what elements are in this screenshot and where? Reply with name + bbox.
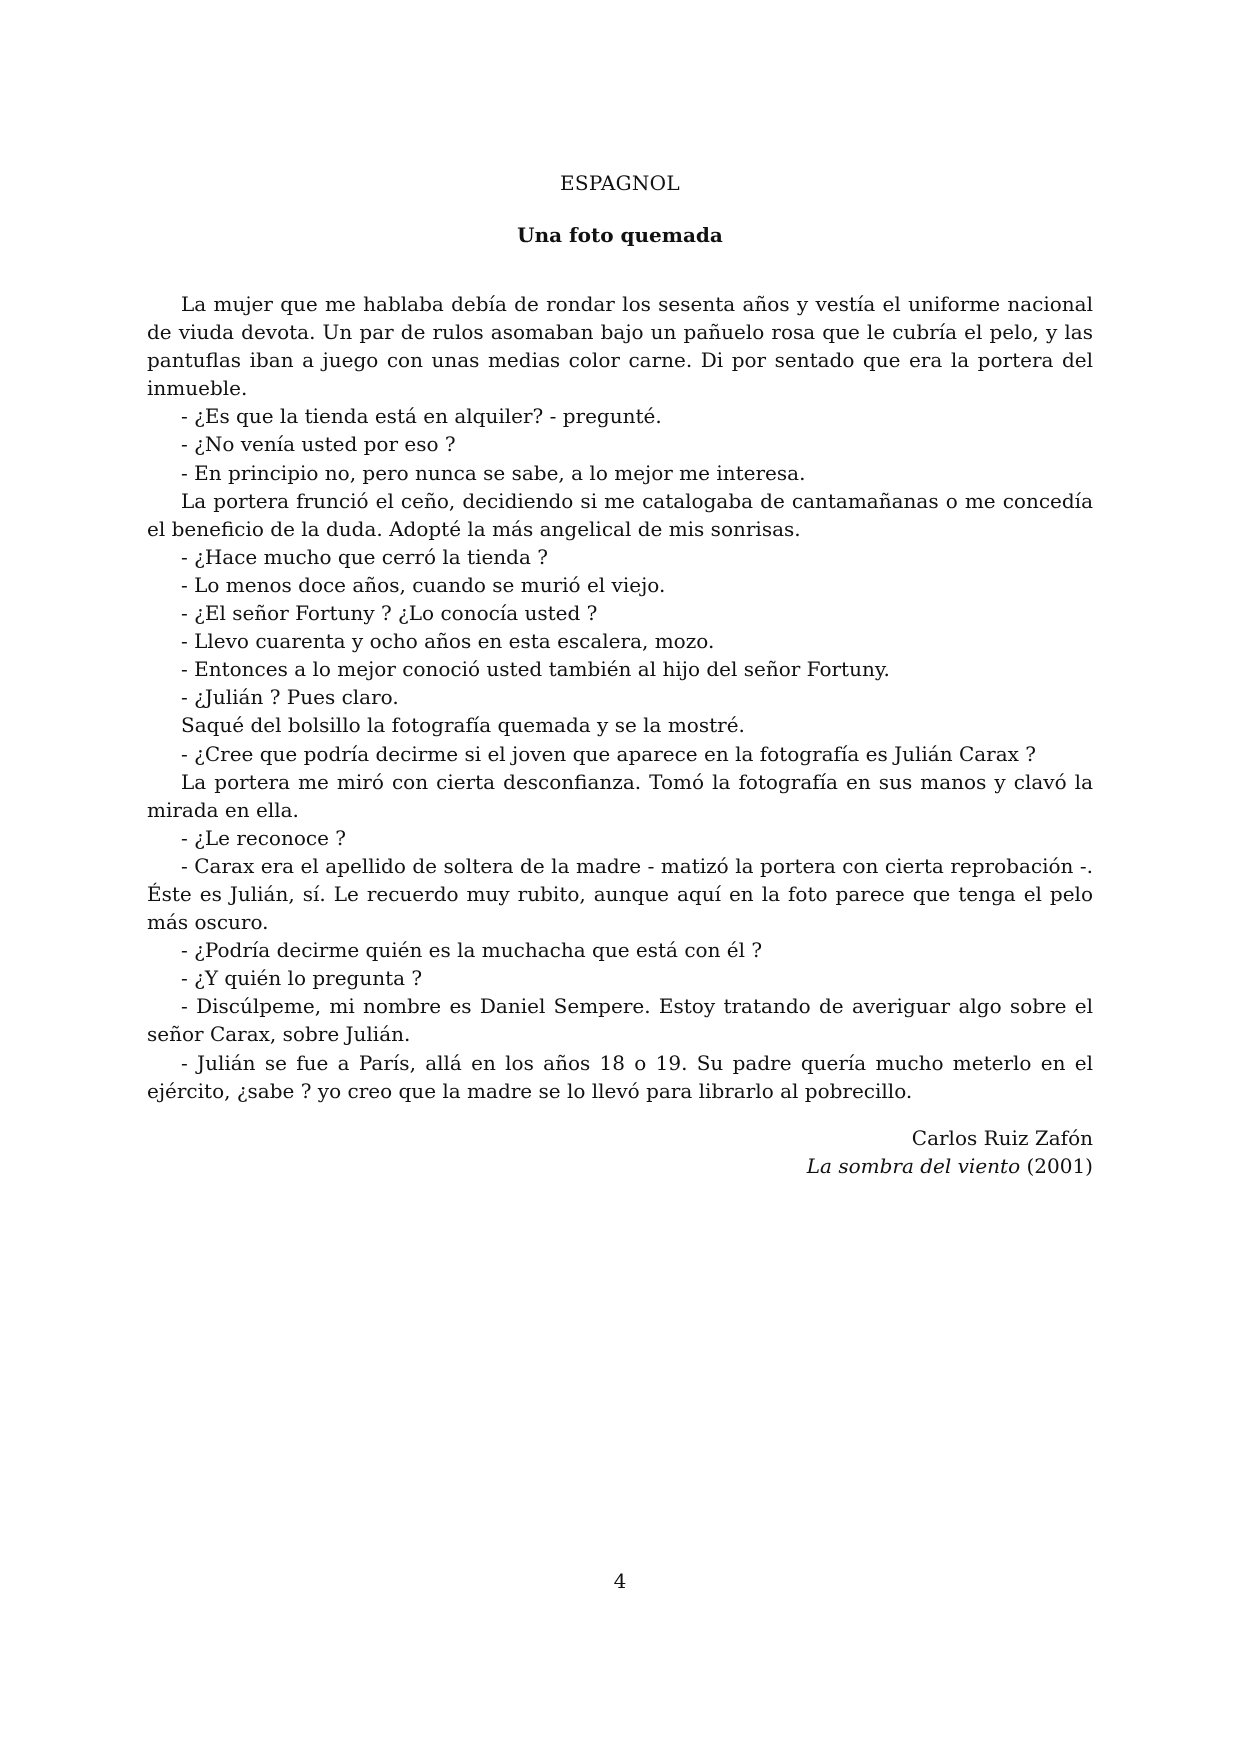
- paragraph: - ¿No venía usted por eso ?: [181, 432, 456, 457]
- publication-year: (2001): [1020, 1154, 1093, 1178]
- body-text: [147, 290, 1093, 1105]
- paragraph: - Lo menos doce años, cuando se murió el viejo.: [181, 572, 666, 597]
- paragraph: - Discúlpeme, mi nombre es Daniel Sempere. Estoy tratando de averiguar algo sobre el señor Carax, sobre Julián.: [147, 994, 1093, 1047]
- paragraph: - Carax era el apellido de soltera de la madre - matizó la portera con cierta reprobación -. Éste es Julián, sí. Le recuerdo muy rubito, aunque aquí en la foto parece que tenga el pelo más oscuro.: [147, 853, 1093, 935]
- paragraph: - En principio no, pero nunca se sabe, a lo mejor me interesa.: [181, 460, 806, 485]
- paragraph: - ¿El señor Fortuny ? ¿Lo conocía usted ?: [181, 601, 598, 626]
- paragraph: - Entonces a lo mejor conoció usted también al hijo del señor Fortuny.: [181, 657, 890, 682]
- page-number: 4: [613, 1569, 627, 1593]
- paragraph: - ¿Es que la tienda está en alquiler? - pregunté.: [181, 404, 662, 429]
- paragraph: La portera me miró con cierta desconfianza. Tomó la fotografía en sus manos y clavó la mirada en ella.: [147, 769, 1093, 822]
- work-title: La sombra del viento: [806, 1154, 1021, 1178]
- paragraph: La portera frunció el ceño, decidiendo si me catalogaba de cantamañanas o me concedía el beneficio de la duda. Adopté la más angelical de mis sonrisas.: [147, 488, 1093, 541]
- paragraph: - ¿Podría decirme quién es la muchacha que está con él ?: [181, 938, 763, 963]
- paragraph: - ¿Julián ? Pues claro.: [181, 685, 399, 710]
- paragraph: Saqué del bolsillo la fotografía quemada y se la mostré.: [181, 713, 745, 738]
- paragraph: - ¿Hace mucho que cerró la tienda ?: [181, 544, 548, 569]
- paragraph: - Julián se fue a París, allá en los años 18 o 19. Su padre quería mucho meterlo en el ejército, ¿sabe ? yo creo que la madre se lo llevó para librarlo al pobrecillo.: [147, 1050, 1093, 1103]
- paragraph: - ¿Le reconoce ?: [181, 825, 346, 850]
- text-title: Una foto quemada: [517, 223, 723, 247]
- paragraph: - ¿Cree que podría decirme si el joven que aparece en la fotografía es Julián Carax ?: [181, 741, 1037, 766]
- source-line: [147, 1152, 1093, 1180]
- subject-heading: ESPAGNOL: [560, 171, 680, 195]
- paragraph: La mujer que me hablaba debía de rondar los sesenta años y vestía el uniforme nacional de viuda devota. Un par de rulos asomaban bajo un pañuelo rosa que le cubría el pelo, y las pantuflas iban a juego con unas medias color carne. Di por sentado que era la portera del inmueble.: [147, 292, 1093, 401]
- paragraph: - ¿Y quién lo pregunta ?: [181, 966, 423, 991]
- paragraph: - Llevo cuarenta y ocho años en esta escalera, mozo.: [181, 629, 715, 654]
- attribution: [147, 1124, 1093, 1180]
- author-name: Carlos Ruiz Zafón: [911, 1126, 1093, 1150]
